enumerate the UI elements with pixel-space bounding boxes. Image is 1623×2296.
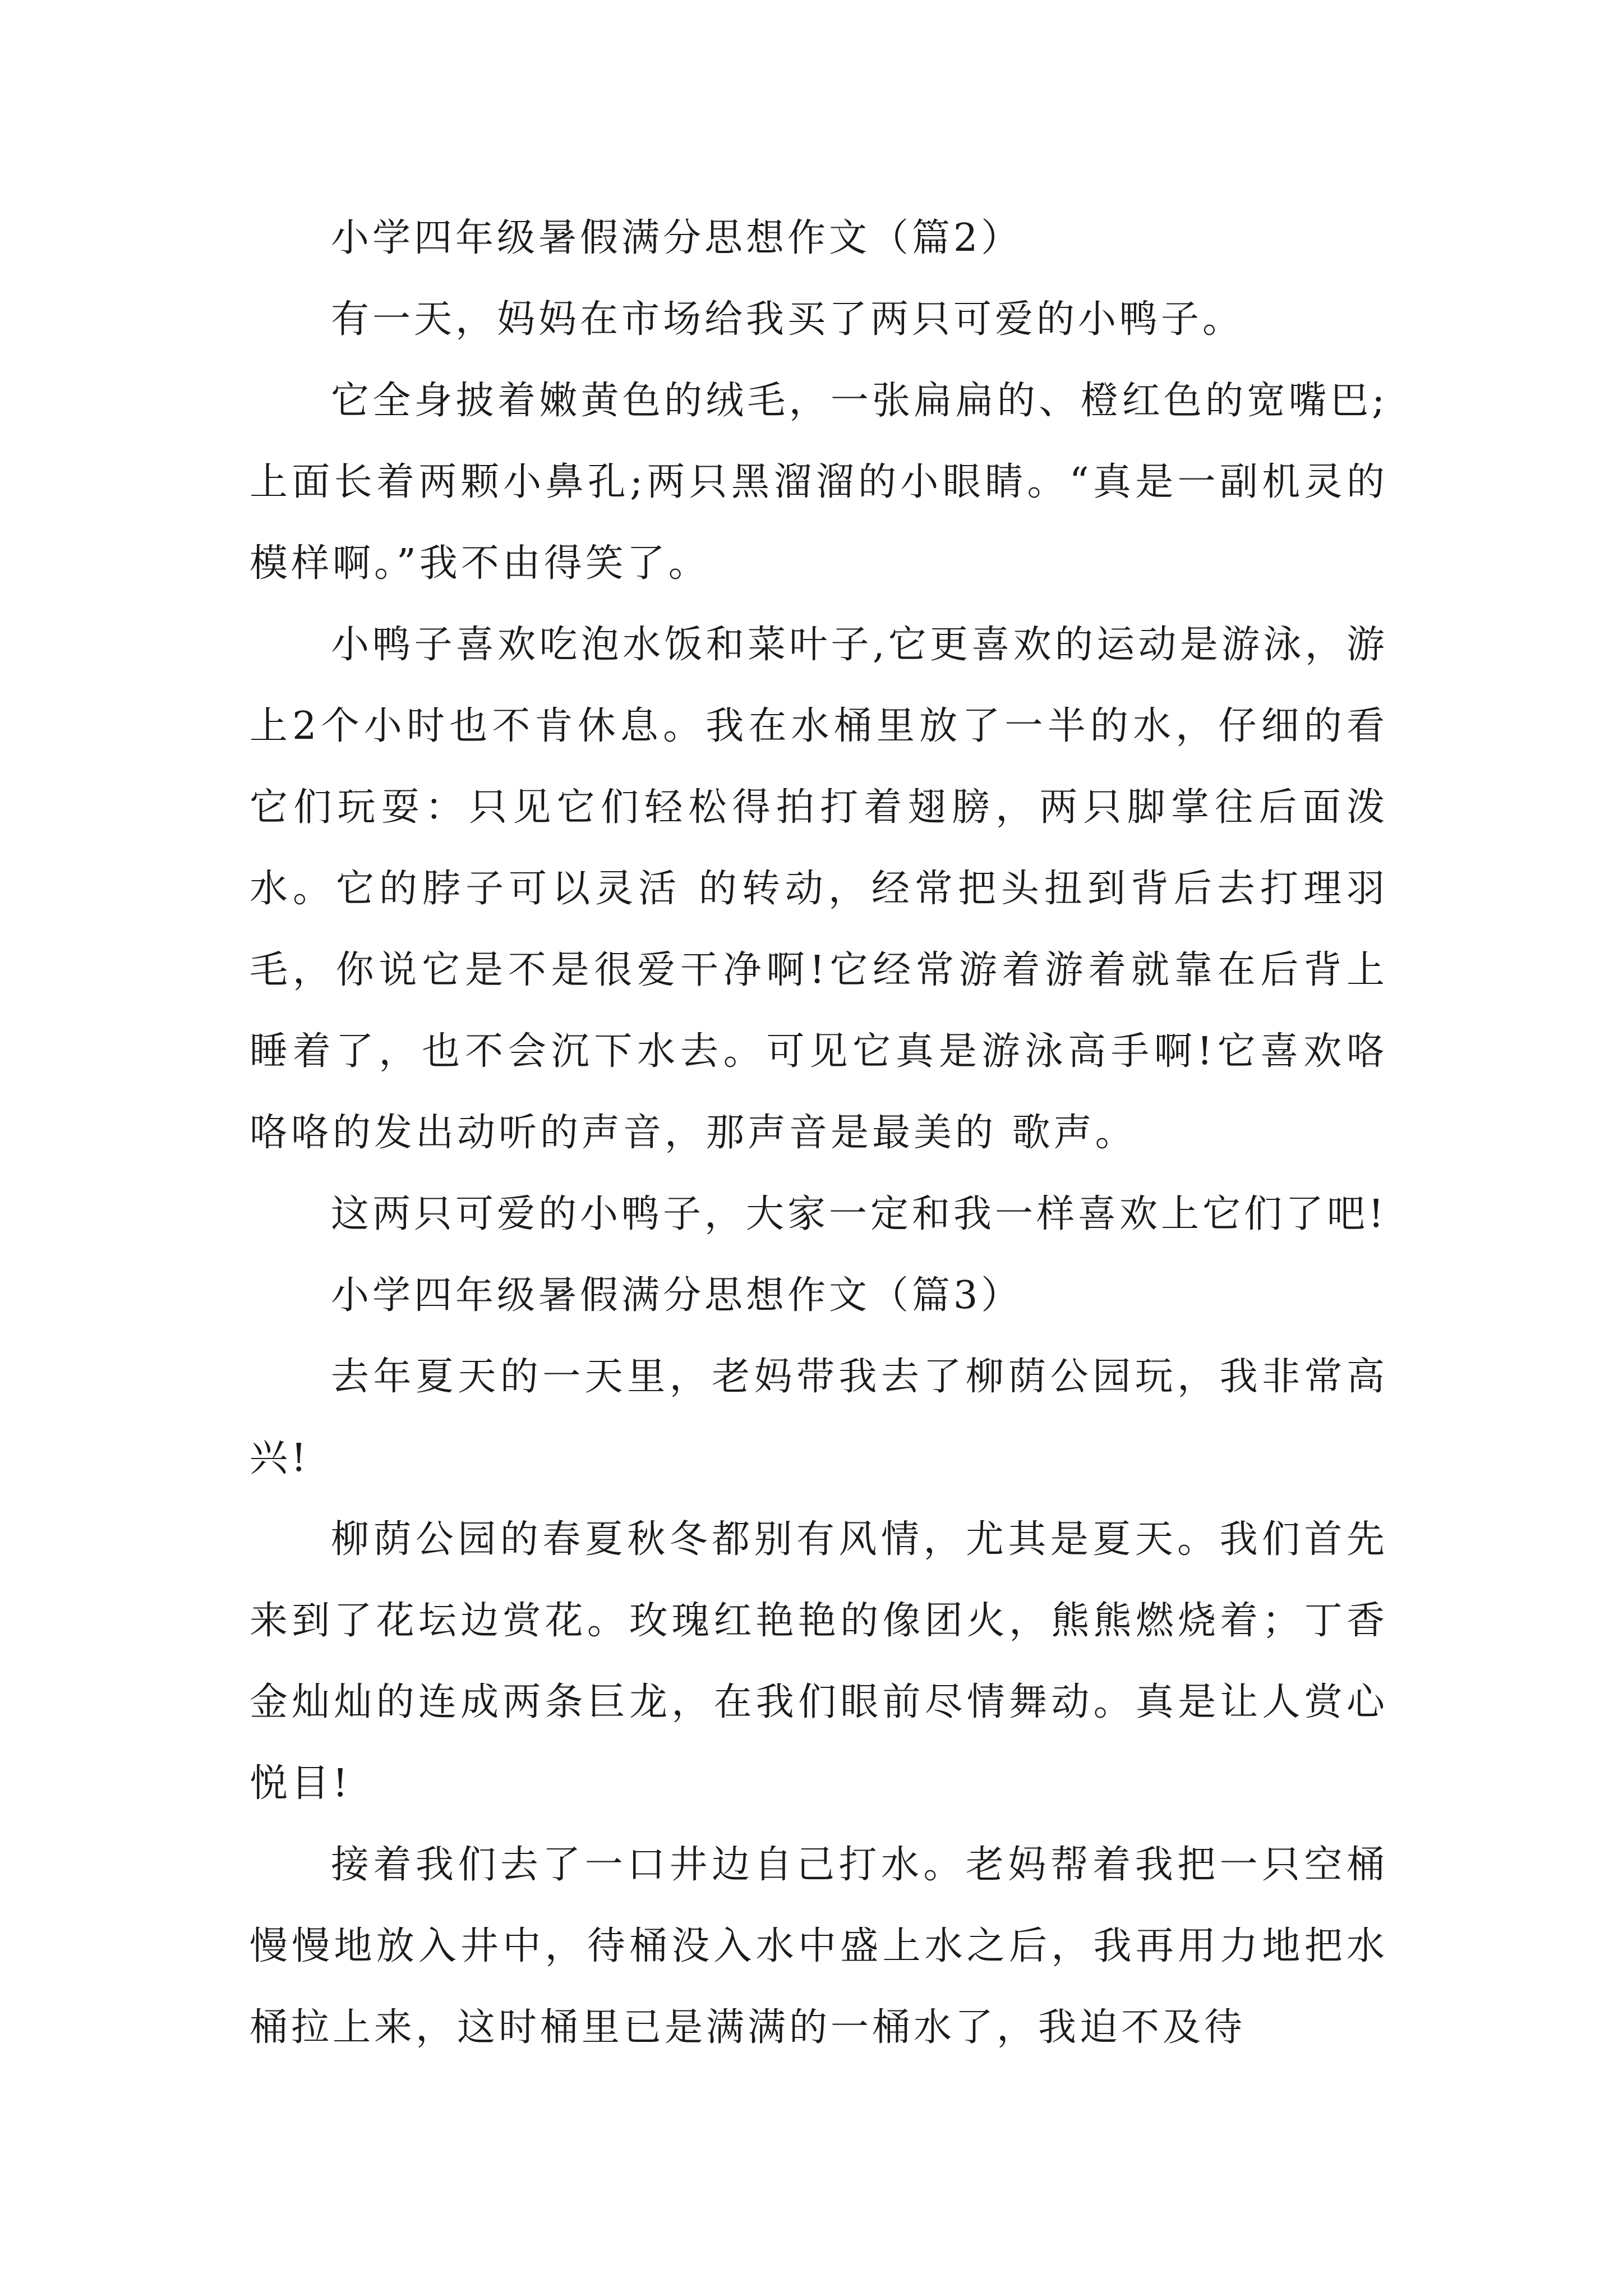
- paragraph: 接着我们去了一口井边自己打水。老妈帮着我把一只空桶慢慢地放入井中，待桶没入水中盛上水之后，我再用力地把水桶拉上来，这时桶里已是满满的一桶水了，我迫不及待: [250, 1843, 1388, 2050]
- paragraph: 它全身披着嫩黄色的绒毛，一张扁扁的、橙红色的宽嘴巴;上面长着两颗小鼻孔;两只黑溜溜的小眼睛。“真是一副机灵的模样啊。”我不由得笑了。: [250, 379, 1388, 586]
- essay-title-2: 小学四年级暑假满分思想作文（篇2）: [331, 216, 1023, 260]
- document-body: [250, 197, 1388, 2068]
- paragraph: 小鸭子喜欢吃泡水饭和菜叶子,它更喜欢的运动是游泳，游上2个小时也不肯休息。我在水桶里放了一半的水，仔细的看它们玩耍：只见它们轻松得拍打着翅膀，两只脚掌往后面泼水。它的脖子可以灵活 的转动，经常把头扭到背后去打理羽毛，你说它是不是很爱干净啊!它经常游着游着就靠在后背上睡着了，也不会沉下水去。可见它真是游泳高手啊!它喜欢咯咯咯的发出动听的声音，那声音是最美的 歌声。: [250, 623, 1388, 1155]
- paragraph: 有一天，妈妈在市场给我买了两只可爱的小鸭子。: [331, 297, 1244, 342]
- paragraph: 柳荫公园的春夏秋冬都别有风情，尤其是夏天。我们首先来到了花坛边赏花。玫瑰红艳艳的像团火，熊熊燃烧着；丁香金灿灿的连成两条巨龙，在我们眼前尽情舞动。真是让人赏心悦目!: [250, 1517, 1388, 1806]
- paragraph: 去年夏天的一天里，老妈带我去了柳荫公园玩，我非常高兴!: [250, 1355, 1388, 1480]
- essay-title-3: 小学四年级暑假满分思想作文（篇3）: [331, 1273, 1023, 1318]
- paragraph: 这两只可爱的小鸭子，大家一定和我一样喜欢上它们了吧!: [331, 1192, 1387, 1236]
